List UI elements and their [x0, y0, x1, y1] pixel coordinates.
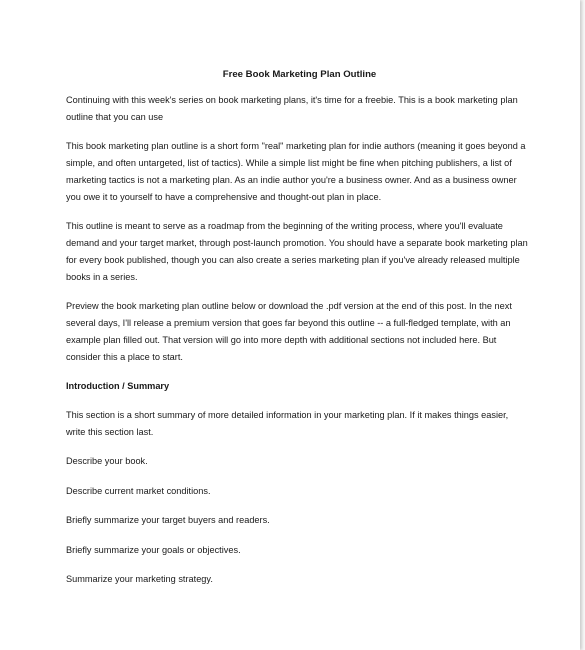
paragraph-definition: This book marketing plan outline is a short form "real" marketing plan for indie authors (meaning it goes beyond a simple, and often untargeted, list of tactics). While a simple list might be fine when pitching publishers, a list of marketing tactics is not a marketing plan. As an indie author you're a business owner. And as a business owner you owe it to yourself to have a comprehensive and thought-out plan in place. [66, 141, 526, 202]
outline-item: Summarize your marketing strategy. [66, 574, 213, 584]
section-heading: Introduction / Summary [66, 381, 170, 391]
outline-item: Describe your book. [66, 456, 148, 466]
section-intro: This section is a short summary of more detailed information in your marketing plan. If it makes things easier, write this section last. [66, 410, 509, 437]
paragraph-preview: Preview the book marketing plan outline below or download the .pdf version at the end of this post. In the next several days, I'll release a premium version that goes far beyond this outline -- a full-fledged template, with an example plan filled out. That version will go into more depth with additional sections not included here. But consider this a place to start. [66, 301, 512, 362]
paragraph-intro: Continuing with this week's series on book marketing plans, it's time for a freebie. This is a book marketing plan outline that you can use [66, 95, 518, 122]
outline-item: Briefly summarize your target buyers and readers. [66, 515, 270, 525]
document-title: Free Book Marketing Plan Outline [222, 69, 377, 80]
paragraph-roadmap: This outline is meant to serve as a roadmap from the beginning of the writing process, where you'll evaluate demand and your target market, through post-launch promotion. You should have a separate book marketing plan for every book published, though you can also create a series marketing plan if you've already released multiple books in a series. [66, 221, 528, 282]
document-content [66, 69, 528, 601]
outline-item: Describe current market conditions. [66, 485, 211, 496]
outline-item: Briefly summarize your goals or objectives. [66, 544, 241, 555]
